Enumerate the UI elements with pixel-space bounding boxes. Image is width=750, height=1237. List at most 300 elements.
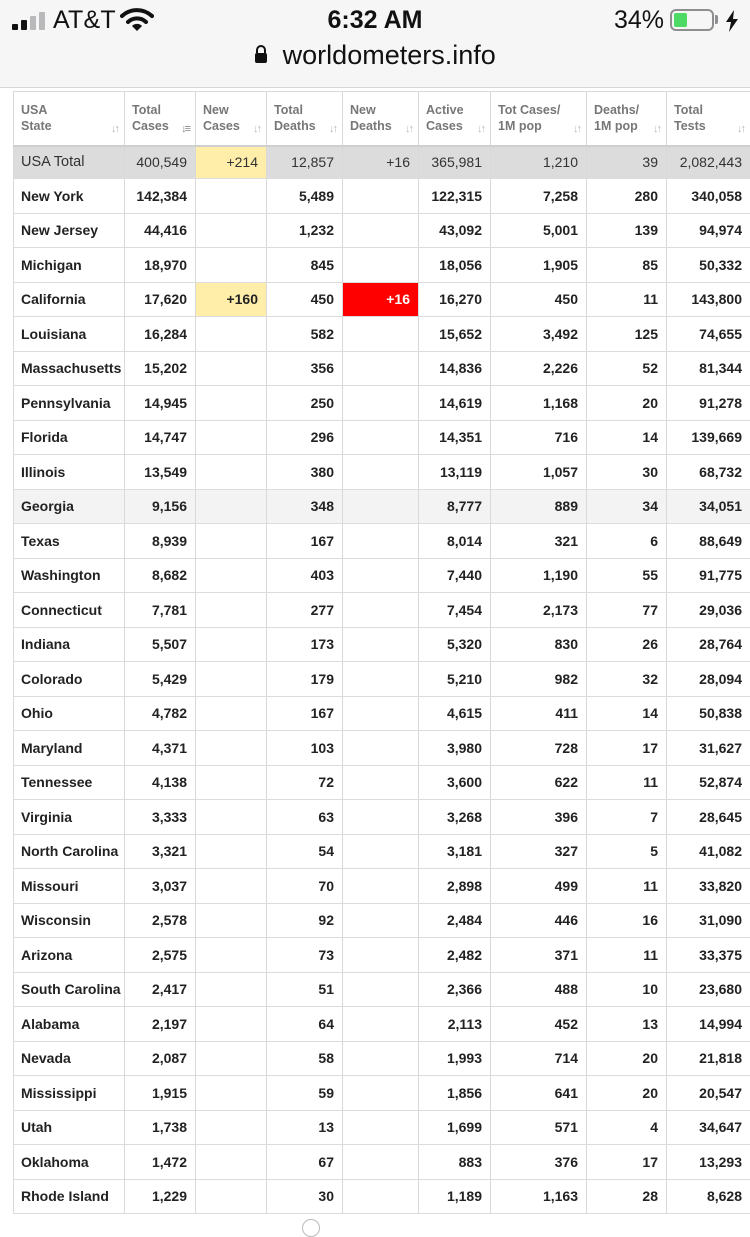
value-cell: 81,344 (667, 351, 750, 386)
value-cell: 44,416 (125, 213, 196, 248)
value-cell (196, 248, 267, 283)
value-cell: 28,094 (667, 662, 750, 697)
value-cell: 5,320 (419, 627, 491, 662)
value-cell: 85 (587, 248, 667, 283)
value-cell (196, 1041, 267, 1076)
value-cell: 1,168 (491, 386, 587, 421)
column-header-total-cases[interactable] (125, 92, 196, 146)
state-name-cell[interactable]: New York (14, 179, 125, 214)
value-cell (196, 1145, 267, 1180)
table-row (14, 317, 750, 352)
state-name-cell[interactable]: Rhode Island (14, 1179, 125, 1214)
value-cell: 982 (491, 662, 587, 697)
sort-arrows-icon[interactable]: ↓≡ (181, 121, 189, 137)
table-row (14, 489, 750, 524)
value-cell (196, 765, 267, 800)
value-cell: 122,315 (419, 179, 491, 214)
value-cell: 91,278 (667, 386, 750, 421)
value-cell (343, 731, 419, 766)
value-cell: 20 (587, 1076, 667, 1111)
column-header-cases-per-million[interactable] (491, 92, 587, 146)
value-cell: 54 (267, 834, 343, 869)
value-cell (196, 696, 267, 731)
table-row (14, 248, 750, 283)
state-name-cell[interactable]: Alabama (14, 1007, 125, 1042)
column-header-label: 1M pop (498, 118, 580, 134)
state-name-cell[interactable]: Connecticut (14, 593, 125, 628)
value-cell: 1,057 (491, 455, 587, 490)
value-cell: 20 (587, 1041, 667, 1076)
value-cell: 1,905 (491, 248, 587, 283)
column-header-label: Deaths (274, 118, 336, 134)
table-body (14, 146, 750, 1214)
value-cell: 18,970 (125, 248, 196, 283)
charging-bolt-icon (725, 10, 739, 32)
value-cell: 1,699 (419, 1110, 491, 1145)
column-header-label: Total (274, 102, 336, 118)
value-cell: 14,945 (125, 386, 196, 421)
sort-arrows-icon[interactable]: ↓↑ (653, 121, 660, 137)
value-cell: 280 (587, 179, 667, 214)
column-header-deaths-per-million[interactable] (587, 92, 667, 146)
column-header-total-tests[interactable] (667, 92, 750, 146)
value-cell: 1,229 (125, 1179, 196, 1214)
state-name-cell[interactable]: New Jersey (14, 213, 125, 248)
state-name-cell[interactable]: Illinois (14, 455, 125, 490)
value-cell: 5,429 (125, 662, 196, 697)
table-row (14, 1179, 750, 1214)
value-cell: 3,268 (419, 800, 491, 835)
value-cell: 380 (267, 455, 343, 490)
value-cell: 43,092 (419, 213, 491, 248)
value-cell: 17 (587, 731, 667, 766)
value-cell: 1,993 (419, 1041, 491, 1076)
battery-level-fill (674, 13, 687, 27)
value-cell: 13,119 (419, 455, 491, 490)
value-cell: 70 (267, 869, 343, 904)
table-row (14, 558, 750, 593)
state-name-cell[interactable]: Wisconsin (14, 903, 125, 938)
table-row (14, 834, 750, 869)
value-cell (196, 800, 267, 835)
value-cell: 365,981 (419, 146, 491, 179)
value-cell: 26 (587, 627, 667, 662)
value-cell (196, 834, 267, 869)
table-row (14, 420, 750, 455)
table-row (14, 765, 750, 800)
value-cell: 12,857 (267, 146, 343, 179)
value-cell: 14,836 (419, 351, 491, 386)
state-name-cell[interactable]: Florida (14, 420, 125, 455)
value-cell (196, 386, 267, 421)
value-cell: 4,138 (125, 765, 196, 800)
value-cell: 14,994 (667, 1007, 750, 1042)
value-cell (196, 455, 267, 490)
value-cell: 33,820 (667, 869, 750, 904)
value-cell (343, 696, 419, 731)
table-row (14, 938, 750, 973)
value-cell: 52 (587, 351, 667, 386)
value-cell: 1,232 (267, 213, 343, 248)
battery-percentage: 34% (614, 6, 664, 35)
sort-arrows-icon[interactable]: ↓↑ (329, 121, 336, 137)
value-cell: 11 (587, 765, 667, 800)
table-row (14, 1041, 750, 1076)
value-cell (343, 938, 419, 973)
table-row (14, 1110, 750, 1145)
value-cell: 3,333 (125, 800, 196, 835)
sort-arrows-icon[interactable]: ↓↑ (111, 121, 118, 137)
value-cell: 3,980 (419, 731, 491, 766)
value-cell: 34,051 (667, 489, 750, 524)
value-cell: 2,482 (419, 938, 491, 973)
value-cell: 14 (587, 420, 667, 455)
table-row (14, 179, 750, 214)
state-name-cell[interactable]: Tennessee (14, 765, 125, 800)
value-cell: 8,628 (667, 1179, 750, 1214)
value-cell (196, 489, 267, 524)
value-cell: 889 (491, 489, 587, 524)
value-cell (196, 731, 267, 766)
table-row (14, 1007, 750, 1042)
value-cell: 5,489 (267, 179, 343, 214)
column-header-label: Deaths (350, 118, 412, 134)
value-cell: 6 (587, 524, 667, 559)
value-cell: 9,156 (125, 489, 196, 524)
state-name-cell[interactable]: Utah (14, 1110, 125, 1145)
table-row (14, 696, 750, 731)
value-cell: 488 (491, 972, 587, 1007)
value-cell: 411 (491, 696, 587, 731)
value-cell (343, 386, 419, 421)
value-cell: 58 (267, 1041, 343, 1076)
value-cell: +214 (196, 146, 267, 179)
value-cell (343, 627, 419, 662)
value-cell: 33,375 (667, 938, 750, 973)
status-time: 6:32 AM (0, 6, 750, 35)
value-cell: 7 (587, 800, 667, 835)
table-row (14, 662, 750, 697)
column-header-total-deaths[interactable] (267, 92, 343, 146)
column-header-label: Cases (203, 118, 260, 134)
value-cell: 28,645 (667, 800, 750, 835)
value-cell: 179 (267, 662, 343, 697)
value-cell: 321 (491, 524, 587, 559)
state-name-cell[interactable]: Michigan (14, 248, 125, 283)
table-row (14, 386, 750, 421)
value-cell: 582 (267, 317, 343, 352)
value-cell: 21,818 (667, 1041, 750, 1076)
value-cell: 396 (491, 800, 587, 835)
value-cell (196, 972, 267, 1007)
value-cell: 714 (491, 1041, 587, 1076)
column-header-new-deaths[interactable] (343, 92, 419, 146)
value-cell: 296 (267, 420, 343, 455)
value-cell (343, 593, 419, 628)
column-header-active-cases[interactable] (419, 92, 491, 146)
value-cell: 571 (491, 1110, 587, 1145)
value-cell: 250 (267, 386, 343, 421)
value-cell: 77 (587, 593, 667, 628)
state-name-cell[interactable]: California (14, 282, 125, 317)
value-cell (196, 524, 267, 559)
table-row (14, 213, 750, 248)
value-cell: 72 (267, 765, 343, 800)
value-cell: 2,366 (419, 972, 491, 1007)
table-row (14, 731, 750, 766)
state-name-cell[interactable]: Colorado (14, 662, 125, 697)
value-cell: 50,838 (667, 696, 750, 731)
value-cell: 142,384 (125, 179, 196, 214)
value-cell (196, 558, 267, 593)
column-header-label: Tot Cases/ (498, 102, 580, 118)
value-cell: 7,258 (491, 179, 587, 214)
value-cell: 125 (587, 317, 667, 352)
state-name-cell[interactable]: Oklahoma (14, 1145, 125, 1180)
state-name-cell[interactable]: Nevada (14, 1041, 125, 1076)
value-cell: 74,655 (667, 317, 750, 352)
value-cell (196, 1007, 267, 1042)
url-text[interactable]: worldometers.info (283, 40, 496, 71)
battery-icon (670, 9, 714, 31)
table-row (14, 800, 750, 835)
value-cell: 167 (267, 696, 343, 731)
sort-arrows-icon[interactable]: ↓↑ (477, 121, 484, 137)
value-cell: 17 (587, 1145, 667, 1180)
value-cell (343, 1041, 419, 1076)
value-cell: 830 (491, 627, 587, 662)
value-cell: 68,732 (667, 455, 750, 490)
value-cell: 1,190 (491, 558, 587, 593)
lock-icon (254, 45, 268, 63)
value-cell: 17,620 (125, 282, 196, 317)
value-cell: 11 (587, 282, 667, 317)
table-row (14, 1145, 750, 1180)
value-cell (343, 179, 419, 214)
value-cell (196, 179, 267, 214)
value-cell (343, 834, 419, 869)
value-cell: 28 (587, 1179, 667, 1214)
value-cell (196, 662, 267, 697)
state-name-cell[interactable]: Pennsylvania (14, 386, 125, 421)
value-cell: 8,682 (125, 558, 196, 593)
value-cell: 3,037 (125, 869, 196, 904)
value-cell: 10 (587, 972, 667, 1007)
value-cell: 728 (491, 731, 587, 766)
value-cell: 5 (587, 834, 667, 869)
column-header-label: Tests (674, 118, 744, 134)
browser-top-bar (0, 0, 750, 88)
value-cell: 34 (587, 489, 667, 524)
table-header-row (14, 92, 750, 146)
value-cell: 1,738 (125, 1110, 196, 1145)
table-row (14, 351, 750, 386)
value-cell (343, 558, 419, 593)
value-cell: 64 (267, 1007, 343, 1042)
value-cell: 11 (587, 938, 667, 973)
value-cell: 356 (267, 351, 343, 386)
value-cell: 1,163 (491, 1179, 587, 1214)
sort-arrows-icon[interactable]: ↓↑ (737, 121, 744, 137)
value-cell: 371 (491, 938, 587, 973)
state-name-cell[interactable]: Indiana (14, 627, 125, 662)
value-cell (343, 1007, 419, 1042)
value-cell (343, 489, 419, 524)
value-cell: 50,332 (667, 248, 750, 283)
state-name-cell[interactable]: Ohio (14, 696, 125, 731)
value-cell: 91,775 (667, 558, 750, 593)
state-name-cell[interactable]: South Carolina (14, 972, 125, 1007)
value-cell: 2,113 (419, 1007, 491, 1042)
value-cell (343, 800, 419, 835)
value-cell (196, 420, 267, 455)
value-cell: 16,270 (419, 282, 491, 317)
value-cell (343, 420, 419, 455)
value-cell: 173 (267, 627, 343, 662)
table-row (14, 627, 750, 662)
value-cell: 167 (267, 524, 343, 559)
value-cell (343, 317, 419, 352)
status-bar (0, 0, 750, 40)
value-cell: 641 (491, 1076, 587, 1111)
state-name-cell[interactable]: North Carolina (14, 834, 125, 869)
value-cell: 1,210 (491, 146, 587, 179)
value-cell: 8,014 (419, 524, 491, 559)
value-cell (343, 524, 419, 559)
value-cell: 52,874 (667, 765, 750, 800)
value-cell: 63 (267, 800, 343, 835)
value-cell: 376 (491, 1145, 587, 1180)
value-cell: 622 (491, 765, 587, 800)
value-cell: 340,058 (667, 179, 750, 214)
column-header-label: State (21, 118, 118, 134)
sort-arrows-icon[interactable]: ↓↑ (405, 121, 412, 137)
state-name-cell[interactable]: Mississippi (14, 1076, 125, 1111)
state-name-cell[interactable]: Georgia (14, 489, 125, 524)
value-cell: 2,575 (125, 938, 196, 973)
state-name-cell[interactable]: Virginia (14, 800, 125, 835)
value-cell: 4,615 (419, 696, 491, 731)
value-cell: 18,056 (419, 248, 491, 283)
value-cell (343, 1110, 419, 1145)
state-name-cell[interactable]: Maryland (14, 731, 125, 766)
value-cell: 5,210 (419, 662, 491, 697)
state-name-cell[interactable]: Washington (14, 558, 125, 593)
column-header-state[interactable] (14, 92, 125, 146)
state-name-cell[interactable]: Missouri (14, 869, 125, 904)
value-cell: 2,417 (125, 972, 196, 1007)
carrier-name: AT&T (53, 6, 116, 35)
scroll-indicator-icon[interactable] (302, 1219, 320, 1237)
value-cell: 3,492 (491, 317, 587, 352)
value-cell (343, 351, 419, 386)
value-cell (343, 1179, 419, 1214)
value-cell: 13,549 (125, 455, 196, 490)
column-header-label: New (350, 102, 412, 118)
value-cell (196, 593, 267, 628)
value-cell: 450 (267, 282, 343, 317)
value-cell: 14,619 (419, 386, 491, 421)
value-cell: 1,856 (419, 1076, 491, 1111)
value-cell: 3,321 (125, 834, 196, 869)
value-cell: 31,627 (667, 731, 750, 766)
value-cell: 7,440 (419, 558, 491, 593)
column-header-label: New (203, 102, 260, 118)
value-cell: 88,649 (667, 524, 750, 559)
value-cell: 2,226 (491, 351, 587, 386)
value-cell: 400,549 (125, 146, 196, 179)
value-cell: 2,578 (125, 903, 196, 938)
value-cell: 277 (267, 593, 343, 628)
column-header-label: Deaths/ (594, 102, 660, 118)
value-cell: 5,507 (125, 627, 196, 662)
table-row (14, 972, 750, 1007)
table-row (14, 869, 750, 904)
sort-arrows-icon[interactable]: ↓↑ (253, 121, 260, 137)
address-bar[interactable] (0, 40, 750, 76)
state-name-cell[interactable]: Texas (14, 524, 125, 559)
value-cell: 2,484 (419, 903, 491, 938)
value-cell: 139,669 (667, 420, 750, 455)
value-cell: 327 (491, 834, 587, 869)
state-name-cell[interactable]: Louisiana (14, 317, 125, 352)
value-cell (343, 662, 419, 697)
sort-arrows-icon[interactable]: ↓↑ (573, 121, 580, 137)
value-cell (196, 1110, 267, 1145)
value-cell: 67 (267, 1145, 343, 1180)
value-cell (343, 765, 419, 800)
value-cell: 450 (491, 282, 587, 317)
column-header-label: Cases (132, 118, 189, 134)
value-cell: 4 (587, 1110, 667, 1145)
value-cell (196, 938, 267, 973)
value-cell: 2,898 (419, 869, 491, 904)
value-cell: 716 (491, 420, 587, 455)
value-cell: 16 (587, 903, 667, 938)
value-cell: 59 (267, 1076, 343, 1111)
value-cell: 1,915 (125, 1076, 196, 1111)
value-cell: 4,782 (125, 696, 196, 731)
state-name-cell[interactable]: USA Total (14, 146, 125, 179)
battery-terminal (715, 15, 718, 24)
value-cell: 39 (587, 146, 667, 179)
value-cell: 92 (267, 903, 343, 938)
value-cell: 13 (267, 1110, 343, 1145)
value-cell (343, 972, 419, 1007)
value-cell (343, 1076, 419, 1111)
column-header-label: USA (21, 102, 118, 118)
value-cell: 8,777 (419, 489, 491, 524)
column-header-new-cases[interactable] (196, 92, 267, 146)
value-cell: 103 (267, 731, 343, 766)
value-cell: 3,600 (419, 765, 491, 800)
value-cell (343, 213, 419, 248)
table-row (14, 903, 750, 938)
value-cell (343, 903, 419, 938)
value-cell: 28,764 (667, 627, 750, 662)
column-header-label: Active (426, 102, 484, 118)
value-cell: 3,181 (419, 834, 491, 869)
value-cell: 15,202 (125, 351, 196, 386)
value-cell: 23,680 (667, 972, 750, 1007)
column-header-label: 1M pop (594, 118, 660, 134)
state-name-cell[interactable]: Arizona (14, 938, 125, 973)
value-cell (343, 455, 419, 490)
table-row (14, 524, 750, 559)
state-name-cell[interactable]: Massachusetts (14, 351, 125, 386)
column-header-label: Total (674, 102, 744, 118)
value-cell: 1,189 (419, 1179, 491, 1214)
